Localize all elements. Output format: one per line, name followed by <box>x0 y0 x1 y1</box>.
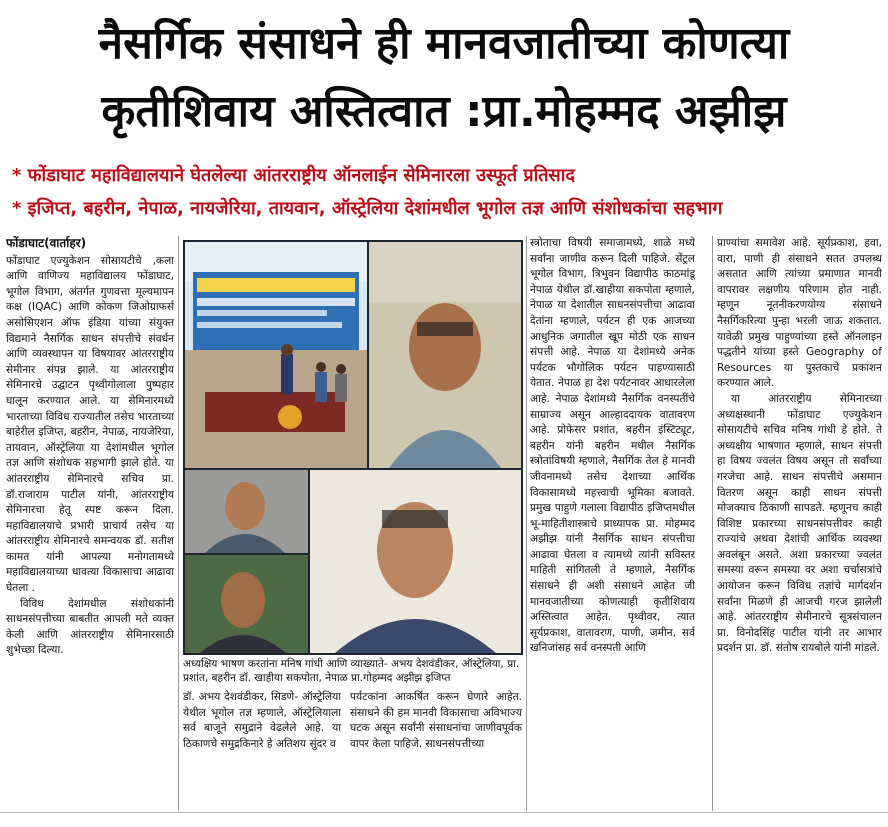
article-column-5 <box>717 236 882 811</box>
photo-caption: अध्यक्षिय भाषण करतांना मनिष गांधी आणि व्याख्याते- अभय देशवंडीकर, ऑस्ट्रेलिया, प्रा. प्रशांत, बहरीन डॉ. खाहीया सकपोता, नेपाळ प्रा.गोहम्मद अझीझ इजिप्त <box>183 657 523 685</box>
paragraph: या आंतरराष्ट्रीय सेमिनारच्या अध्यक्षस्थानी फोंडाघाट एज्युकेशन सोसायटीचे सचिव मनिष गांधी हे होते. ते अध्यक्षीय भाषणात म्हणाले, साधन संपत्ती हा विषय ज्वलंत विषय असून तो सर्वांच्या गरजेचा आहे. साधन संपत्तीचे असमान वितरण असून काही साधन संपत्ती मोजक्याच ठिकाणी सापडते. म्हणूनच काही विशिष्ट प्रकारच्या साधनसंपत्तीवर काही राज्यांचे अथवा देशांची आर्थिक व्यवस्था अवलंबून असते. अशा प्रकारच्या ज्वलंत समस्या वरून समस्या वर अशा चर्चासत्रांचे आयोजन करून विविध तज्ञांचे मार्गदर्शन सर्वांना मिळणे ही आजची गरज झालेली आहे. आंतरराष्ट्रीय सेमीनारचे सूत्रसंचालन प्रा. विनोदसिंह पाटील यांनी तर आभार प्रदर्शन प्रा. डॉ. संतोष रायबोले यांनी मांडले. <box>717 392 882 655</box>
headline-line-1: नैसर्गिक संसाधने ही मानवजातीच्या कोणत्या <box>98 18 790 69</box>
speaker-video-2 <box>185 470 308 553</box>
dateline: फोंडाघाट(वार्ताहर) <box>6 236 87 250</box>
paragraph: प्राण्यांचा समावेश आहे. सूर्यप्रकाश, हवा, वारा, पाणी ही संसाधने सतत उपलब्ध असतात आणि त्यांच्या प्रमाणात मानवी वापरावर लक्षणीय परिणाम होत नाही. म्हणून नूतनीकरणयोग्य संसाधने नैसर्गिकरित्या पुन्हा भरली जाऊ शकतात. यावेळी प्रमुख पाहुण्यांच्या हस्ते ऑनलाइन पद्धतीने यांच्या हस्ते Geography of Resources या पुस्तकाचे प्रकाशन करण्यात आले. <box>717 237 882 390</box>
article-column-3-bottom: पर्यटकांना आकर्षित करून घेणारे आहेत. संसाधने की हम मानवी विकासाचा अविभाज्य घटक असून सर्वांनी संसाधनांचा जाणीवपूर्वक वापर केला पाहिजे. साधनसंपत्तीच्या <box>350 691 522 750</box>
paragraph: विविध देशांमधील संशोधकांनी साधनसंपत्तीच्या बाबतीत आपली मते व्यक्त केली आणि आंतरराष्ट्रीय सेमिनारसाठी शुभेच्छा दिल्या. <box>6 597 174 657</box>
article-column-2-bottom: डॉ. अभय देशवंडीकर, सिडणे- ऑस्ट्रेलिया येथील भूगोल तज्ञ म्हणाले, ऑस्ट्रेलियाला सर्व बाजूने समुद्राने वेढलेले आहे. या ठिकाणचे समुद्रकिनारे हे अतिशय सुंदर व <box>183 691 341 750</box>
photo-collage <box>183 240 523 655</box>
headline-line-2: कृतीशिवाय अस्तित्वात :प्रा.मोहम्मद अझीझ <box>101 86 787 137</box>
subheadline-2: * इजिप्त, बहरीन, नेपाळ, नायजेरिया, तायवान, ऑस्ट्रेलिया देशांमधील भूगोल तज्ञ आणि संशोधकांचा सहभाग <box>12 198 723 219</box>
column-divider <box>712 236 713 811</box>
footer-rule <box>0 812 888 813</box>
speaker-video-1 <box>369 242 521 468</box>
subheadline-1: * फोंडाघाट महाविद्यालयाने घेतलेल्या आंतरराष्ट्रीय ऑनलाईन सेमिनारला उस्फूर्त प्रतिसाद <box>12 165 575 186</box>
speaker-video-3 <box>185 555 308 653</box>
column-divider <box>526 236 527 811</box>
paragraph: फोंडाघाट एज्युकेशन सोसायटीचे ,कला आणि वाणिज्य महाविद्यालय फोंडाघाट, भूगोल विभाग, अंतर्गत गुणवत्ता मूल्यमापन कक्ष (IQAC) आणि कोकण जिओग्राफर्स असोसिएशन ऑफ इंडिया यांच्या संयुक्त विद्यमाने नैसर्गिक साधन संपत्तीचे संवर्धन आणि व्यवस्थापन या विषयावर आंतरराष्ट्रीय सेमीनार संपन्न झाले. या आंतरराष्ट्रीय सेमिनारचे उद्घाटन पृथ्वीगोलाला पुष्पहार घालून करण्यात आले. या सेमिनारमध्ये भारताच्या विविध राज्यातील तसेच भारताच्या बाहेरील इजिप्त, बहरीन, नेपाळ, नायजेरिया, तायवान, ऑस्ट्रेलिया या देशांमधील भूगोल तज्ञ आणि संशोधक सहभागी झाले होते. या आंतरराष्ट्रीय सेमिनारचे सचिव प्रा. डॉ.राजाराम पाटील यांनी, आंतरराष्ट्रीय सेमिनारचा हेतू स्पष्ट करून दिला. महाविद्यालयाचे प्रभारी प्राचार्य तसेच या आंतरराष्ट्रीय सेमिनारचे समन्वयक डॉ. सतीश कामत यांनी आपल्या मनोगतामध्ये महाविद्यालयाच्या धावत्या विकासाचा आढावा घेतला . <box>6 254 174 595</box>
seminar-stage-photo <box>185 242 367 468</box>
article-column-1 <box>6 236 174 811</box>
article-column-4: स्त्रोताचा विषयी समाजामध्ये, शाळे मध्ये सर्वांना जाणीव करून दिली पाहिजे. सेंट्रल भूगोल विभाग, त्रिभुवन विद्यापीठ काठमांडू नेपाळ येथील डॉ.खाहीया सकपोता म्हणाले, नेपाळ या देशातील साधनसंपत्तीचा आढावा देतांना म्हणाले, पर्यटन ही एक आजच्या आधुनिक जगातील खूप मोठी एक साधन संपत्ती आहे. नेपाळ या देशांमध्ये अनेक पर्यटक भौगोलिक पर्यटन पाहण्यासाठी येतात. नेपाळ हा देश पर्यटनावर आधारलेला आहे. नेपाळ देशांमध्ये नैसर्गिक वनस्पतींचे साम्राज्य असून आल्हाददायक वातावरण आहे. प्रोफेसर प्रशांत, बहरीन इंस्टिट्यूट, बहरीन यांनी बहरीन मधील नैसर्गिक स्त्रोतांविषयी म्हणाले, नैसर्गिक तेल हे मानवी जीवनामध्ये तसेच देशाच्या आर्थिक विकासामध्ये महत्त्वाची भूमिका बजावते. प्रमुख पाहुणे गलाला विद्यापीठ इजिप्तमधील भू-माहितीशास्त्राचे प्राध्यापक प्रा. मोहम्मद अझीझ यांनी नैसर्गिक साधन संपत्तीचा आढावा घेतला व त्यामध्ये त्यांनी सविस्तर माहिती सांगितली ते म्हणाले, नैसर्गिक संसाधने ही अशी संसाधने आहेत जी मानवजातीच्या कोणत्याही कृतीशिवाय अस्तित्वात आहेत. पृथ्वीवर, त्यात सूर्यप्रकाश, वातावरण, पाणी, जमीन, सर्व खनिजांसह सर्व वनस्पती आणि <box>530 237 695 655</box>
column-divider <box>178 236 179 811</box>
speaker-video-4 <box>310 470 521 653</box>
